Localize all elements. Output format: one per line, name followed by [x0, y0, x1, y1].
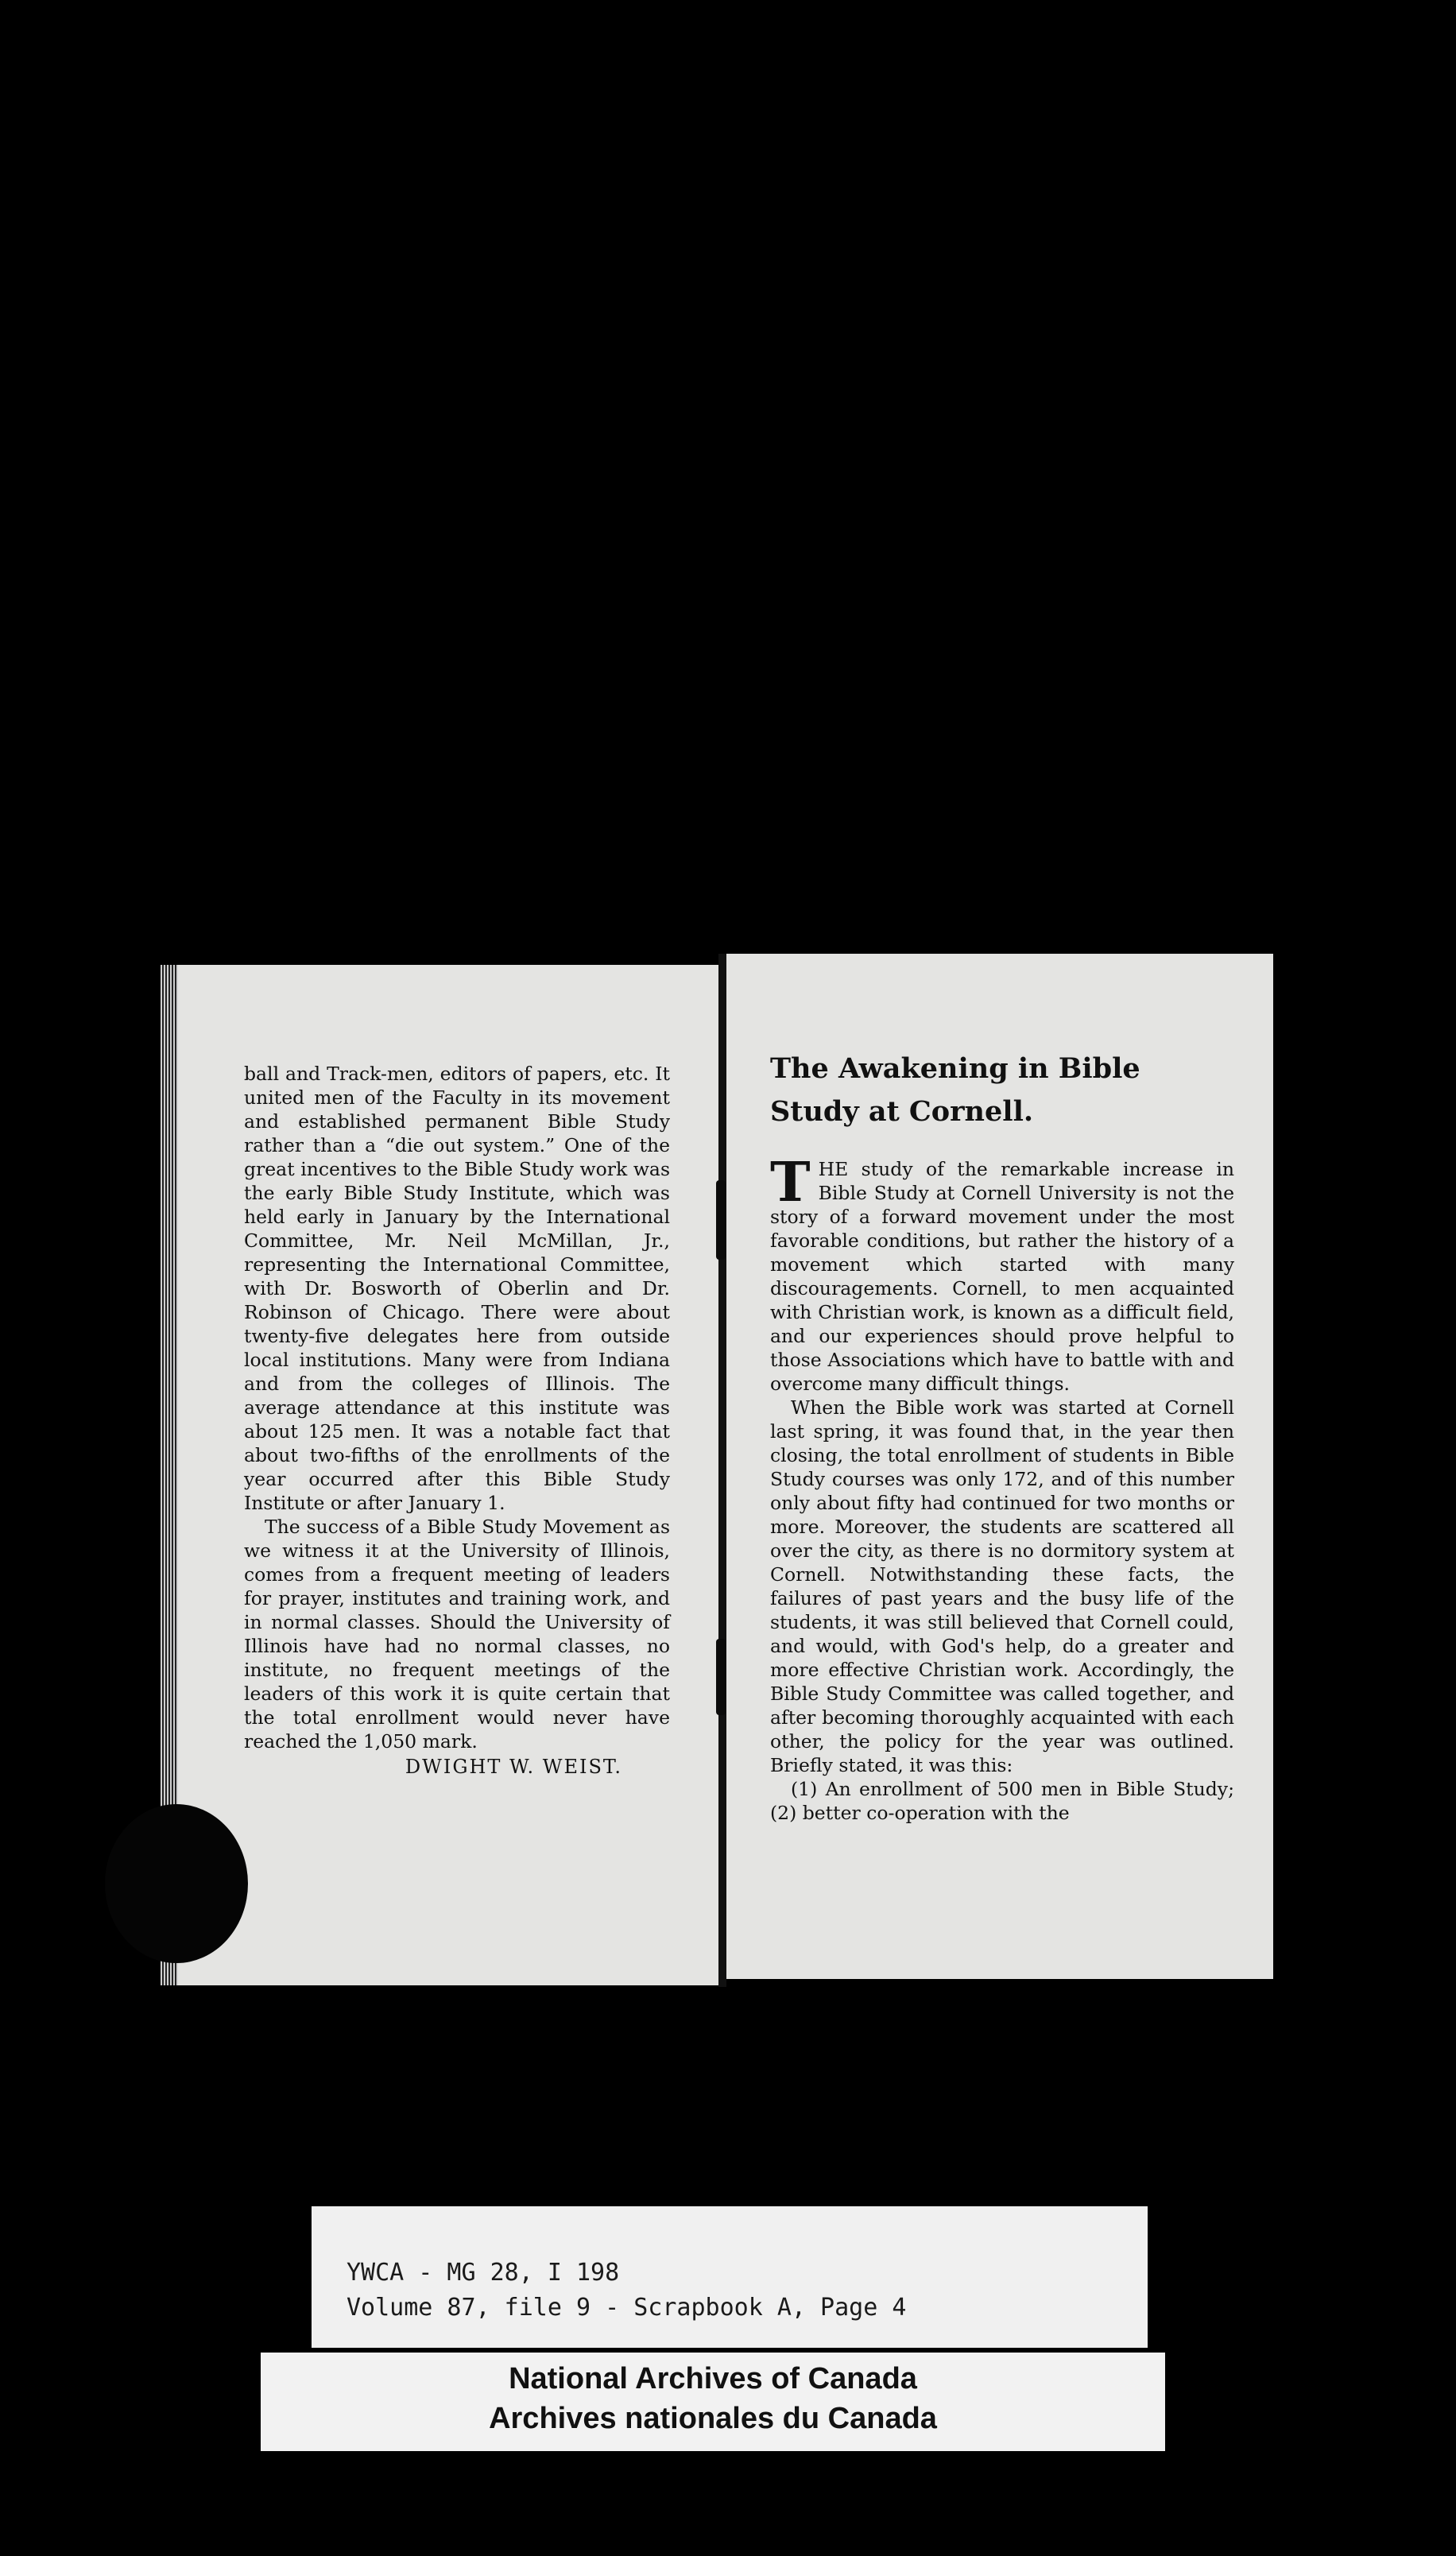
staple-top [716, 1180, 726, 1260]
right-page [721, 954, 1273, 1979]
reference-line-1: YWCA - MG 28, I 198 [347, 2259, 620, 2287]
left-paragraph-2: The success of a Bible Study Movement as we witness it at the University of Illinois, comes from a frequent meeting of leaders for prayer, institutes and training work, and in normal classes. Should the University of Illinois have had no normal classes, no institute, no frequent meetings of the leaders of this work it is quite certain that the total enrollment would never have reached the 1,050 mark. [244, 1516, 670, 1752]
reference-label [312, 2206, 1148, 2348]
right-page-text [770, 1048, 1234, 1825]
staple-bottom [716, 1639, 726, 1715]
right-paragraph-1 [770, 1151, 1234, 1396]
right-paragraph-3: (1) An enrollment of 500 men in Bible Study; (2) better co-operation with the [770, 1778, 1234, 1824]
article-title: The Awakening in Bible Study at Cornell. [770, 1052, 1140, 1128]
drop-cap: T [770, 1151, 811, 1214]
left-page-text [244, 1062, 670, 1779]
left-paragraph-1: ball and Track-men, editors of papers, etc. It united men of the Faculty in its movement and established permanent Bible Study rather than a “die out system.” One of the great incentives to the Bible Study work was the early Bible Study Institute, which was held early in January by the International Committee, Mr. Neil McMillan, Jr., representing the International Committee, with Dr. Bosworth of Oberlin and Dr. Robinson of Chicago. There were about twenty-five delegates here from outside local institutions. Many were from Indiana and from the colleges of Illinois. The average attendance at this institute was about 125 men. It was a notable fact that about two-fifths of the enrollments of the year occurred after this Bible Study Institute or after January 1. [244, 1063, 670, 1514]
scrapbook-booklet [161, 954, 1273, 1987]
page-gutter [718, 954, 726, 1987]
archives-name-english: National Archives of Canada [509, 2362, 917, 2395]
punch-hole [105, 1804, 248, 1963]
archives-banner [261, 2353, 1165, 2451]
right-paragraph-2: When the Bible work was started at Cornell last spring, it was found that, in the year then closing, the total enrollment of students in Bible Study courses was only 172, and of this number only about fifty had continued for two months or more. Moreover, the students are scattered all over the city, as there is no dormitory system at Cornell. Notwithstanding these facts, the failures of past years and the busy life of the students, it was still believed that Cornell could, and would, with God's help, do a greater and more effective Christian work. Accordingly, the Bible Study Committee was called together, and after becoming thoroughly acquainted with each other, the policy for the year was outlined. Briefly stated, it was this: [770, 1396, 1234, 1776]
reference-line-2: Volume 87, file 9 - Scrapbook A, Page 4 [347, 2294, 907, 2322]
author-signature: DWIGHT W. WEIST. [405, 1756, 622, 1778]
archives-name-french: Archives nationales du Canada [489, 2402, 937, 2435]
right-paragraph-1-text: HE study of the remarkable increase in Bible Study at Cornell University is not the story of a forward movement under the most favorable conditions, but rather the history of a movement which started with many discouragements. Cornell, to men acquainted with Christian work, is known as a difficult field, and our experiences should prove helpful to those Associations which have to battle with and overcome many difficult things. [770, 1158, 1234, 1395]
left-page [168, 965, 725, 1985]
